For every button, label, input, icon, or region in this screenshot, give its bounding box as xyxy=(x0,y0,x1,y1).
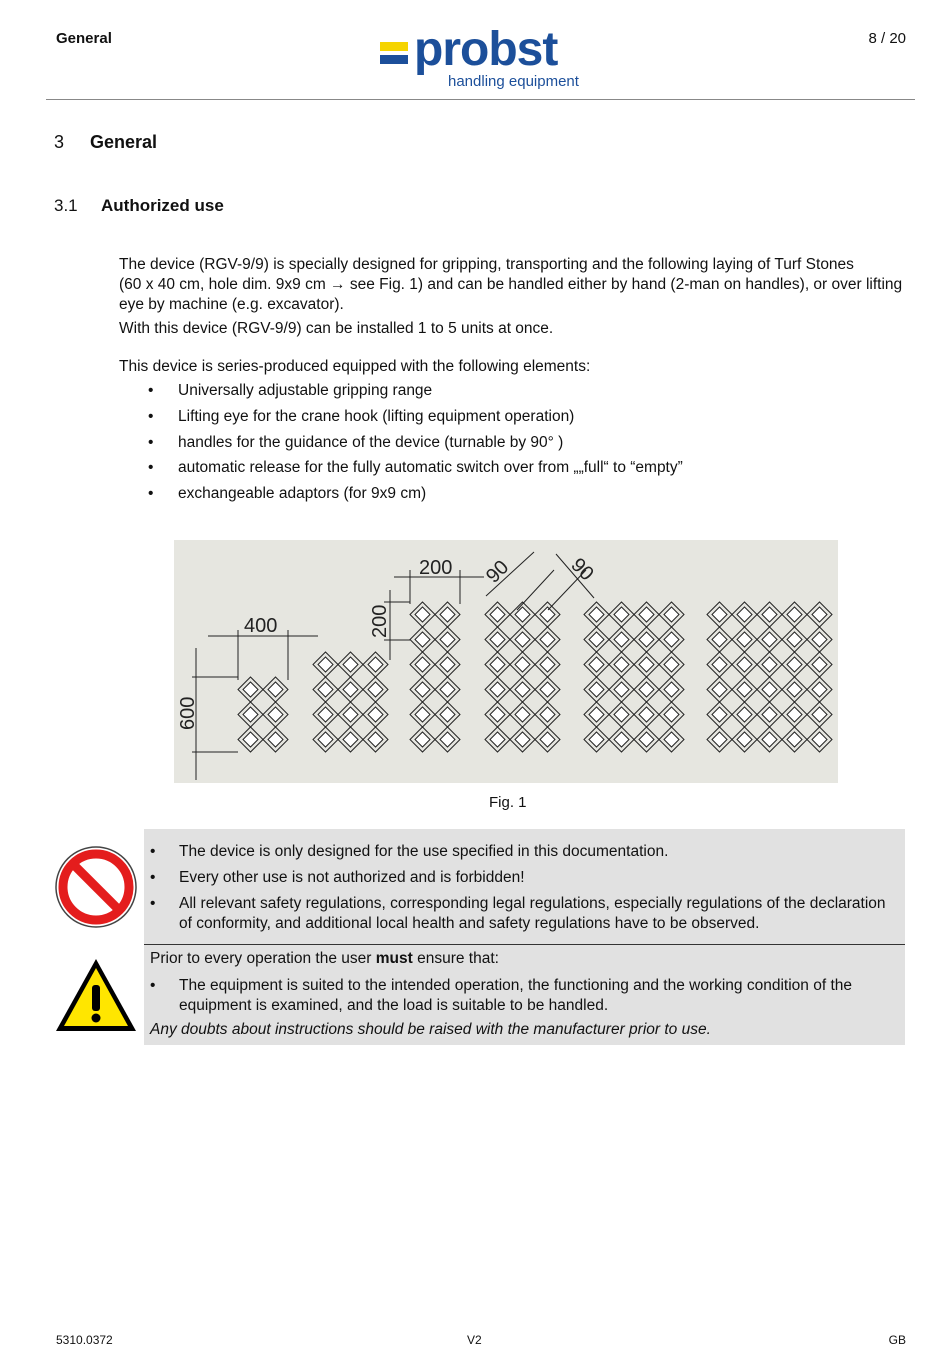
header-section-title: General xyxy=(56,30,112,47)
logo-wordmark: probst xyxy=(414,23,558,76)
probst-logo xyxy=(378,23,590,94)
warning-intro xyxy=(150,950,499,968)
turf-stone-1 xyxy=(238,677,288,752)
intro-line: eye by machine (e.g. excavator). xyxy=(119,296,344,313)
turf-stone-4 xyxy=(485,602,560,752)
intro-paragraph xyxy=(119,255,909,315)
warning-intro-emphasis: must xyxy=(375,950,413,967)
list-item: • automatic release for the fully automatic switch over from „„full“ to “empty” xyxy=(148,459,868,485)
section-title: General xyxy=(90,132,158,152)
warning-intro-text-end: ensure that: xyxy=(412,950,499,967)
turf-stone-3 xyxy=(410,602,460,752)
prohibition-box xyxy=(144,829,905,945)
intro-line: (60 x 40 cm, hole dim. 9x9 cm → see Fig. 1) and can be handled either by hand (2-man on handles), or over lifting xyxy=(119,276,903,293)
warning-item: • The equipment is suited to the intended operation, the functioning and the working condition of the equipment is examined, and the load is suitable to be handled. xyxy=(150,976,895,1016)
logo-tagline: handling equipment xyxy=(448,73,579,90)
prohibition-item: • All relevant safety regulations, corresponding legal regulations, especially regulations of the declaration of conformity, and additional local health and safety regulations have to be observed. xyxy=(150,894,895,934)
list-item: • handles for the guidance of the device (turnable by 90° ) xyxy=(148,434,868,460)
turf-stone-5 xyxy=(584,602,684,752)
footer-language: GB xyxy=(888,1333,906,1347)
dim-200-vertical-label: 200 xyxy=(369,604,391,638)
dim-200-horizontal-label: 200 xyxy=(419,557,453,579)
warning-intro-text: Prior to every operation the user xyxy=(150,950,376,967)
prohibition-icon xyxy=(54,845,138,929)
intro-line: The device (RGV-9/9) is specially designed for gripping, transporting and the following laying of Turf Stones xyxy=(119,256,854,273)
prohibition-item: • The device is only designed for the use specified in this documentation. xyxy=(150,842,895,862)
list-item: • Lifting eye for the crane hook (lifting equipment operation) xyxy=(148,408,868,434)
logo-blue-bar xyxy=(380,55,408,64)
subsection-number: 3.1 xyxy=(54,196,78,215)
list-item: • Universally adjustable gripping range xyxy=(148,382,868,408)
units-paragraph: With this device (RGV-9/9) can be installed 1 to 5 units at once. xyxy=(119,320,554,337)
elements-intro: This device is series-produced equipped with the following elements: xyxy=(119,358,591,375)
section-number: 3 xyxy=(54,132,65,152)
turf-stone-2 xyxy=(313,652,388,752)
footer-doc-number: 5310.0372 xyxy=(56,1333,113,1347)
list-item: • exchangeable adaptors (for 9x9 cm) xyxy=(148,485,868,511)
figure-caption: Fig. 1 xyxy=(489,794,527,811)
prohibition-item: • Every other use is not authorized and is forbidden! xyxy=(150,868,895,888)
subsection-title: Authorized use xyxy=(101,196,224,215)
warning-icon xyxy=(54,957,138,1033)
dim-600-label: 600 xyxy=(177,696,199,730)
section-heading xyxy=(54,132,157,153)
warning-box xyxy=(144,945,905,1045)
logo-yellow-bar xyxy=(380,42,408,51)
turf-stone-figure xyxy=(174,540,838,783)
turf-stone-drawing xyxy=(174,540,838,783)
page-number: 8 / 20 xyxy=(868,30,906,47)
turf-stone-6 xyxy=(707,602,832,752)
footer-version: V2 xyxy=(467,1333,482,1347)
header-divider xyxy=(46,99,915,100)
subsection-heading xyxy=(54,196,224,216)
elements-list xyxy=(148,382,868,511)
dim-400-label: 400 xyxy=(244,615,278,637)
dim-90-left-label: 90 xyxy=(481,556,514,588)
warning-note: Any doubts about instructions should be raised with the manufacturer prior to use. xyxy=(150,1021,711,1038)
dim-90-right-label: 90 xyxy=(566,553,598,586)
